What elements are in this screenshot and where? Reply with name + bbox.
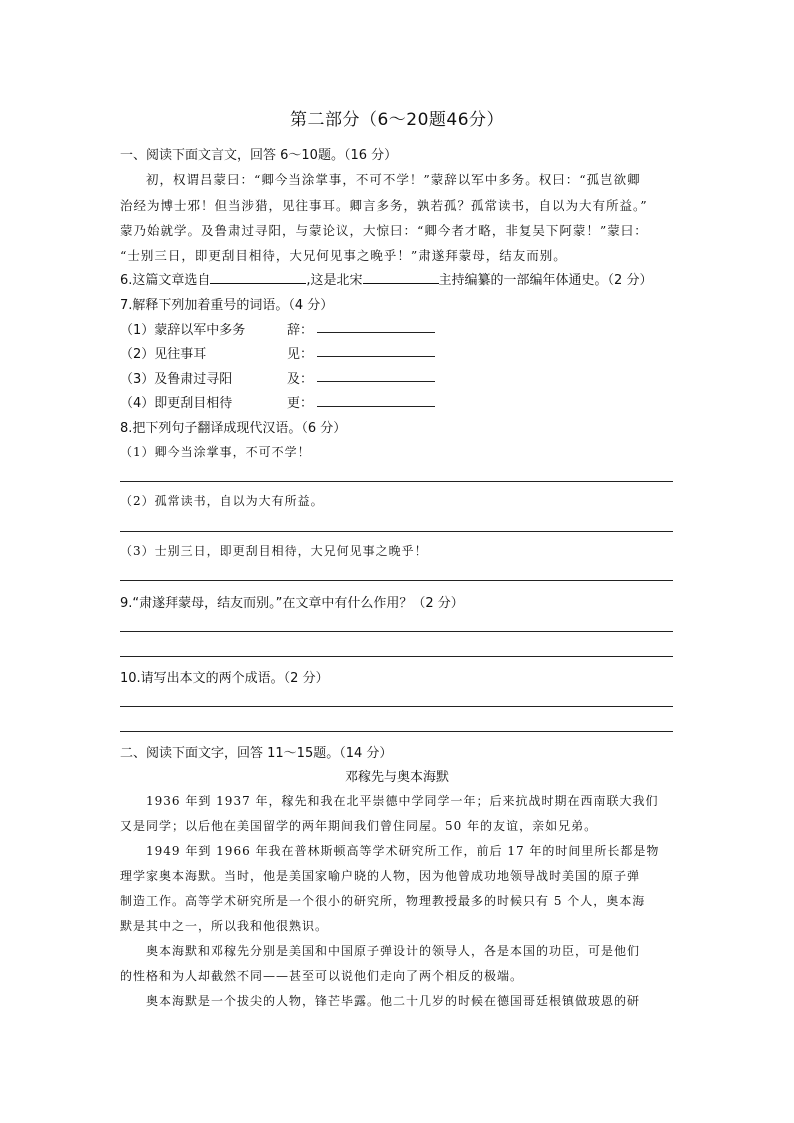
q7-answer-line[interactable] xyxy=(317,381,435,382)
article-line: 1936 年到 1937 年，稼先和我在北平崇德中学同学一年；后来抗战时期在西南联大我们 xyxy=(146,794,659,808)
article-title: 邓稼先与奥本海默 xyxy=(344,770,449,785)
article-line: 制造工作。高等学术研究所是一个很小的研究所，物理教授最多的时候只有 5 个人，奥本海 xyxy=(120,894,646,908)
q9-answer-line[interactable] xyxy=(120,656,673,657)
article-line: 理学家奥本海默。当时，他是美国家喻户晓的人物，因为他曾成功地领导战时美国的原子弹 xyxy=(120,869,641,883)
q8-item: （1）卿今当涂掌事，不可不学！ xyxy=(120,445,311,459)
q7-item: （4）即更刮目相待 xyxy=(120,396,233,411)
passage-line: 初，权谓吕蒙曰：“卿今当涂掌事，不可不学！”蒙辞以军中多务。权曰：“孤岂欲卿 xyxy=(146,172,641,187)
passage-line: “士别三日，即更刮目相待，大兄何见事之晚乎！”肃遂拜蒙母，结友而别。 xyxy=(120,248,567,263)
question-9: 9.“肃遂拜蒙母，结友而别。”在文章中有什么作用？（2 分） xyxy=(120,596,464,611)
article-line: 奥本海默和邓稼先分别是美国和中国原子弹设计的领导人，各是本国的功臣，可是他们 xyxy=(146,944,641,958)
q7-item-word: 见： xyxy=(287,347,314,362)
q8-answer-line[interactable] xyxy=(120,531,673,532)
q10-answer-line[interactable] xyxy=(120,706,673,707)
passage-line: 蒙乃始就学。及鲁肃过寻阳，与蒙论议，大惊曰：“卿今者才略，非复吴下阿蒙！”蒙曰： xyxy=(120,223,648,238)
q7-answer-line[interactable] xyxy=(317,332,435,333)
article-line: 奥本海默是一个拔尖的人物，锋芒毕露。他二十几岁的时候在德国哥廷根镇做玻恩的研 xyxy=(146,994,641,1008)
q9-answer-line[interactable] xyxy=(120,631,673,632)
q7-answer-line[interactable] xyxy=(317,356,435,357)
article-line: 默是其中之一，所以我和他很熟识。 xyxy=(120,919,329,933)
q8-answer-line[interactable] xyxy=(120,580,673,581)
passage-line: 治经为博士邪！但当涉猎，见往事耳。卿言多务，孰若孤？孤常读书，自以为大有所益。” xyxy=(120,198,648,213)
q7-answer-line[interactable] xyxy=(317,406,435,407)
question-6 xyxy=(120,269,652,288)
q6-part-a: 6.这篇文章选自 xyxy=(120,273,211,288)
q6-blank-1[interactable] xyxy=(210,269,306,284)
question-8-stem: 8.把下列句子翻译成现代汉语。（6 分） xyxy=(120,421,347,436)
article-line: 1949 年到 1966 年我在普林斯顿高等学术研究所工作，前后 17 年的时间里所长都是物 xyxy=(146,844,660,858)
q6-part-b: ,这是北宋 xyxy=(306,273,363,288)
q7-item: （1）蒙辞以军中多务 xyxy=(120,323,246,338)
question-7-stem: 7.解释下列加着重号的词语。（4 分） xyxy=(120,298,334,313)
page-title: 第二部分（6～20题46分） xyxy=(289,110,505,130)
question-10: 10.请写出本文的两个成语。（2 分） xyxy=(120,671,329,686)
q7-item-word: 辞： xyxy=(287,323,314,338)
q6-part-c: 主持编纂的一部编年体通史。（2 分） xyxy=(438,273,653,288)
q8-item: （2）孤常读书，自以为大有所益。 xyxy=(120,494,324,508)
section2-heading: 二、阅读下面文字，回答 11～15题。（14 分） xyxy=(120,746,393,761)
article-line: 又是同学；以后他在美国留学的两年期间我们曾住同屋。50 年的友谊，亲如兄弟。 xyxy=(120,819,598,833)
q8-answer-line[interactable] xyxy=(120,481,673,482)
article-line: 的性格和为人却截然不同——甚至可以说他们走向了两个相反的极端。 xyxy=(120,969,524,983)
q7-item-word: 更： xyxy=(287,396,314,411)
q8-item: （3）士别三日，即更刮目相待，大兄何见事之晚乎！ xyxy=(120,544,428,558)
q6-blank-2[interactable] xyxy=(363,269,439,284)
q7-item: （3）及鲁肃过寻阳 xyxy=(120,372,233,387)
q10-answer-line[interactable] xyxy=(120,731,673,732)
section1-heading: 一、阅读下面文言文，回答 6～10题。（16 分） xyxy=(120,148,398,163)
q7-item-word: 及： xyxy=(287,372,314,387)
q7-item: （2）见往事耳 xyxy=(120,347,207,362)
